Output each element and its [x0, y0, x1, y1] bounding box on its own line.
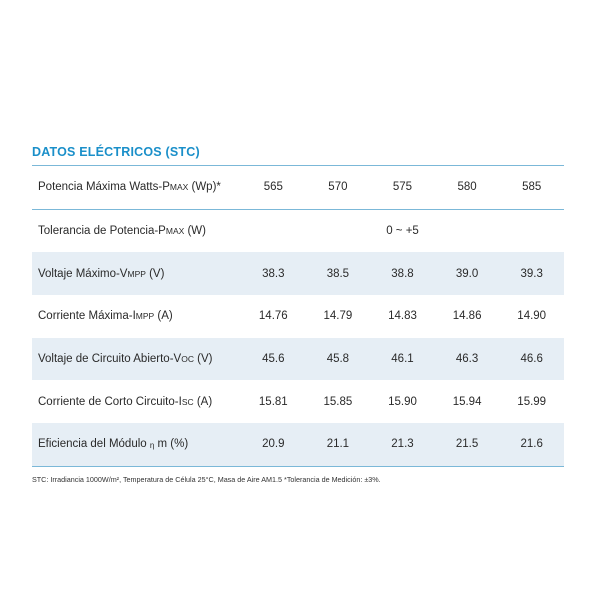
row-label: Eficiencia del Módulo η m (%) [32, 423, 241, 466]
cell-value: 46.1 [370, 338, 435, 381]
cell-value: 14.83 [388, 310, 417, 323]
cell-value-span: 0 ~ +5 [386, 225, 419, 238]
table-row-isc [32, 380, 564, 423]
cell-value: 45.6 [241, 338, 306, 381]
cell-value: 21.5 [435, 423, 500, 466]
cell-value: 14.79 [323, 310, 353, 323]
cell-value: 15.99 [517, 395, 547, 408]
cell-value: 21.3 [370, 423, 435, 466]
row-label: Tolerancia de Potencia-PMAX (W) [38, 225, 206, 238]
footnote: STC: Irradiancia 1000W/m², Temperatura de Célula 25°C, Masa de Aire AM1.5 *Tolerancia de Medición: ±3%. [32, 474, 381, 484]
row-label: Potencia Máxima Watts-PMAX (Wp)* [32, 166, 241, 209]
cell-value: 15.90 [388, 395, 417, 408]
cell-value: 15.85 [323, 395, 353, 408]
cell-value: 570 [306, 166, 371, 209]
cell-value: 21.6 [499, 423, 564, 466]
cell-value: 38.5 [306, 252, 371, 295]
electrical-data-sheet [32, 143, 564, 484]
row-label: Voltaje de Circuito Abierto-VOC (V) [32, 338, 241, 381]
table-row-voc [32, 338, 564, 381]
cell-value: 45.8 [306, 338, 371, 381]
cell-value: 20.9 [241, 423, 306, 466]
electrical-data-table [32, 166, 564, 466]
table-row-tolerance [32, 209, 564, 252]
table-row-pmax [32, 166, 564, 209]
table-row-vmpp [32, 252, 564, 295]
cell-value: 14.86 [452, 310, 482, 323]
cell-value: 580 [435, 166, 500, 209]
cell-value: 585 [499, 166, 564, 209]
cell-value: 15.81 [258, 395, 288, 408]
cell-value: 21.1 [306, 423, 371, 466]
cell-value: 15.94 [452, 395, 482, 408]
cell-value: 39.0 [435, 252, 500, 295]
cell-value: 565 [241, 166, 306, 209]
row-label: Voltaje Máximo-VMPP (V) [32, 252, 241, 295]
table-row-efficiency [32, 423, 564, 466]
table-row-impp [32, 295, 564, 338]
cell-value: 38.8 [370, 252, 435, 295]
cell-value: 46.6 [499, 338, 564, 381]
bottom-rule [32, 466, 564, 467]
cell-value: 39.3 [499, 252, 564, 295]
row-label: Corriente Máxima-IMPP (A) [38, 310, 173, 323]
cell-value: 38.3 [241, 252, 306, 295]
cell-value: 14.90 [517, 310, 547, 323]
row-label: Corriente de Corto Circuito-ISC (A) [38, 395, 213, 408]
cell-value: 14.76 [258, 310, 288, 323]
section-heading: DATOS ELÉCTRICOS (STC) [32, 145, 200, 159]
cell-value: 46.3 [435, 338, 500, 381]
cell-value: 575 [370, 166, 435, 209]
